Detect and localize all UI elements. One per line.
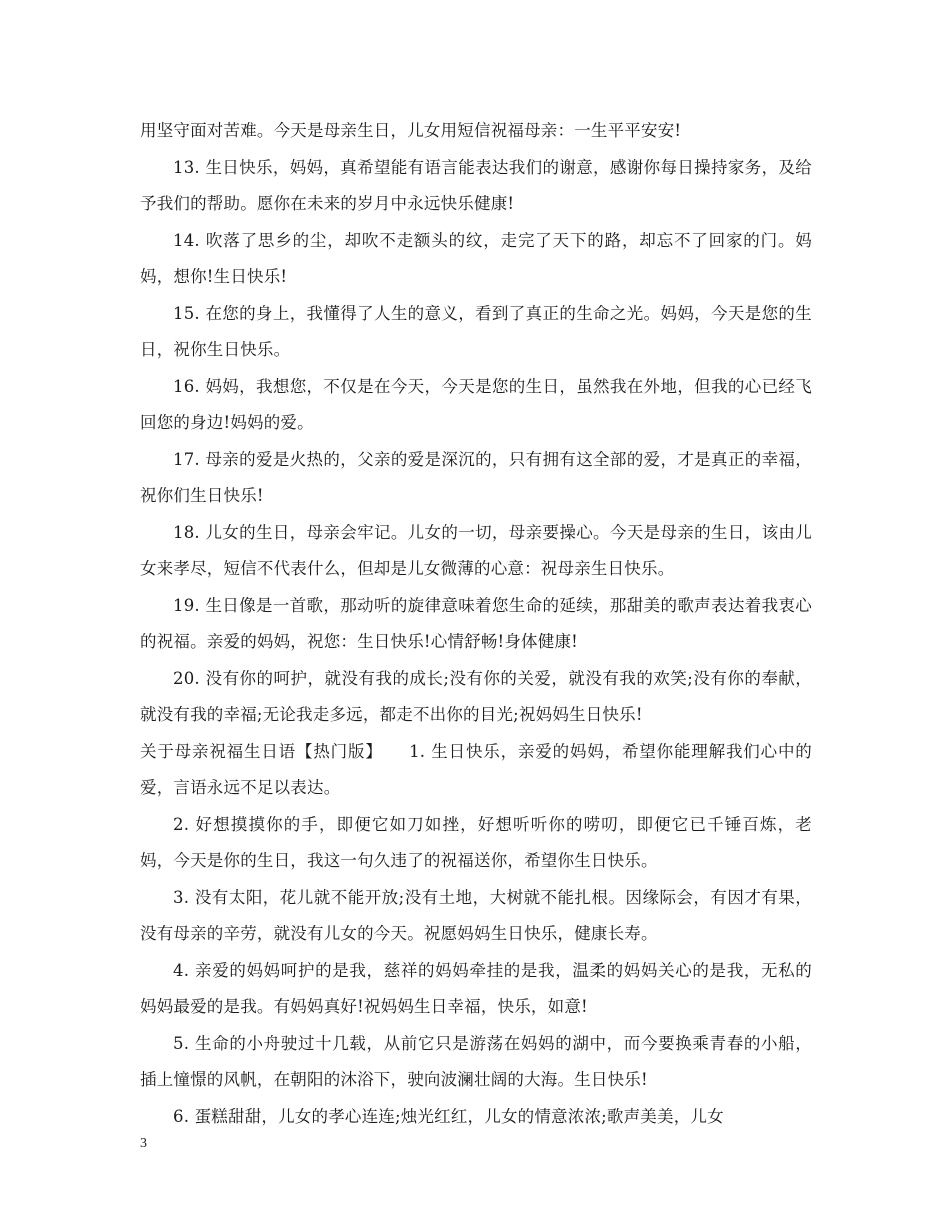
paragraph-item-2: 2. 好想摸摸你的手，即便它如刀如挫，好想听听你的唠叨，即便它已千锤百炼，老妈，今天是你的生日，我这一句久违了的祝福送你，希望你生日快乐。: [140, 814, 812, 870]
page-number: 3: [140, 1136, 147, 1151]
paragraph-item-5: 5. 生命的小舟驶过十几载，从前它只是游荡在妈妈的湖中，而今要换乘青春的小船，插上憧憬的风帆，在朝阳的沐浴下，驶向波澜壮阔的大海。生日快乐!: [140, 1033, 812, 1089]
document-body: [140, 113, 812, 1135]
paragraph-item-17: 17. 母亲的爱是火热的，父亲的爱是深沉的，只有拥有这全部的爱，才是真正的幸福，祝你们生日快乐!: [140, 449, 812, 505]
paragraph-item-18: 18. 儿女的生日，母亲会牢记。儿女的一切，母亲要操心。今天是母亲的生日，该由儿女来孝尽，短信不代表什么，但却是儿女微薄的心意：祝母亲生日快乐。: [140, 522, 812, 578]
paragraph-item-4: 4. 亲爱的妈妈呵护的是我，慈祥的妈妈牵挂的是我，温柔的妈妈关心的是我，无私的妈妈最爱的是我。有妈妈真好!祝妈妈生日幸福，快乐，如意!: [140, 960, 812, 1016]
paragraph-item-6: 6. 蛋糕甜甜，儿女的孝心连连;烛光红红，儿女的情意浓浓;歌声美美，儿女: [173, 1106, 724, 1126]
paragraph-item-19: 19. 生日像是一首歌，那动听的旋律意味着您生命的延续，那甜美的歌声表达着我衷心的祝福。亲爱的妈妈，祝您：生日快乐!心情舒畅!身体健康!: [140, 595, 812, 651]
paragraph-item-14: 14. 吹落了思乡的尘，却吹不走额头的纹，走完了天下的路，却忘不了回家的门。妈妈，想你!生日快乐!: [140, 230, 812, 286]
paragraph-continuation: 用坚守面对苦难。今天是母亲生日，儿女用短信祝福母亲：一生平平安安!: [140, 121, 682, 140]
paragraph-item-3: 3. 没有太阳，花儿就不能开放;没有土地，大树就不能扎根。因缘际会，有因才有果，没有母亲的辛劳，就没有儿女的今天。祝愿妈妈生日快乐，健康长寿。: [140, 887, 812, 943]
section-heading-paragraph: 关于母亲祝福生日语【热门版】 1. 生日快乐，亲爱的妈妈，希望你能理解我们心中的爱，言语永远不足以表达。: [140, 741, 812, 797]
paragraph-item-13: 13. 生日快乐，妈妈，真希望能有语言能表达我们的谢意，感谢你每日操持家务，及给予我们的帮助。愿你在未来的岁月中永远快乐健康!: [140, 157, 812, 213]
paragraph-item-15: 15. 在您的身上，我懂得了人生的意义，看到了真正的生命之光。妈妈，今天是您的生日，祝你生日快乐。: [140, 303, 812, 359]
paragraph-item-16: 16. 妈妈，我想您，不仅是在今天，今天是您的生日，虽然我在外地，但我的心已经飞回您的身边!妈妈的爱。: [140, 376, 812, 432]
paragraph-item-20: 20. 没有你的呵护，就没有我的成长;没有你的关爱，就没有我的欢笑;没有你的奉献，就没有我的幸福;无论我走多远，都走不出你的目光;祝妈妈生日快乐!: [140, 668, 812, 724]
